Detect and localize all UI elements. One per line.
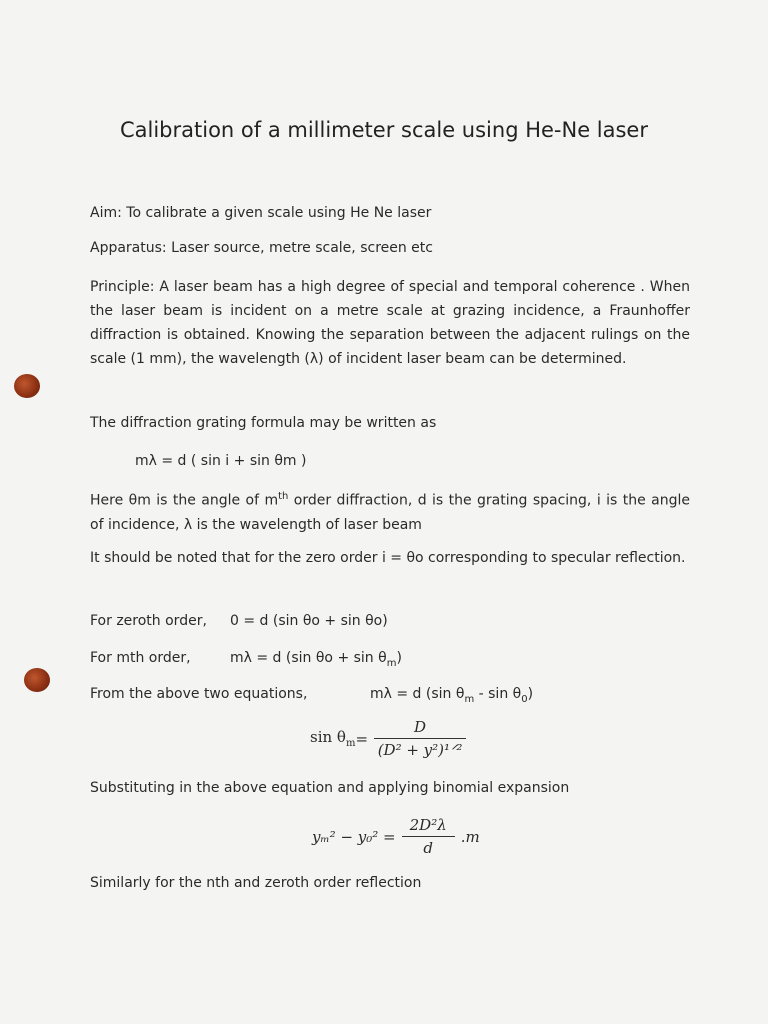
combined-eq-text-b: ) — [527, 686, 534, 702]
principle-paragraph: Principle: A laser beam has a high degree of special and temporal coherence . When the laser beam is incident on a metre scale at grazing incidence, a Fraunhoffer diffraction is obtained. Knowing the separation between the adjacent rulings on the scale (1 mm), the wavelength (λ) of incident laser beam can be determined. — [90, 279, 690, 367]
combined-label: From the above two equations, — [90, 686, 308, 702]
grating-intro: The diffraction grating formula may be written as — [90, 415, 437, 431]
definitions-superscript: th — [278, 491, 289, 502]
ym-tail: .m — [460, 827, 480, 846]
zeroth-order-equation: 0 = d (sin θo + sin θo) — [230, 613, 388, 629]
grating-formula: mλ = d ( sin i + sin θm ) — [135, 453, 307, 469]
ym-denominator: d — [423, 839, 433, 857]
mth-eq-text-a: mλ = d (sin θo + sin θ — [230, 650, 387, 666]
binder-hole — [24, 668, 50, 692]
similarly-line: Similarly for the nth and zeroth order reflection — [90, 875, 422, 891]
definitions-paragraph — [90, 485, 690, 537]
mth-eq-text-b: ) — [396, 650, 402, 666]
definitions-text-b: order diffraction, d is the grating spacing, i is the angle of incidence, λ is the wavelength of laser beam — [90, 492, 690, 533]
mth-order-equation — [230, 650, 402, 669]
mth-eq-subscript: m — [386, 657, 397, 669]
page-title: Calibration of a millimeter scale using He-Ne laser — [119, 118, 648, 142]
combined-eq-subscript-2: 0 — [521, 693, 528, 705]
apparatus-line: Apparatus: Laser source, metre scale, screen etc — [90, 240, 433, 256]
definitions-text-a: Here θm is the angle of m — [90, 492, 279, 509]
mth-order-label: For mth order, — [90, 650, 191, 666]
zeroth-order-label: For zeroth order, — [90, 613, 207, 629]
sin-equals: = — [355, 729, 369, 748]
ym-equation — [312, 816, 480, 857]
sin-lhs-subscript: m — [345, 738, 356, 749]
combined-eq-text-a: mλ = d (sin θ — [370, 686, 465, 702]
sin-fraction — [374, 718, 466, 759]
sin-lhs-text: sin θ — [310, 728, 346, 746]
combined-equation — [370, 686, 533, 705]
sin-lhs — [310, 728, 355, 749]
combined-eq-text-mid: - sin θ — [474, 686, 522, 702]
ym-numerator: 2D²λ — [402, 816, 455, 837]
zero-order-note: It should be noted that for the zero order i = θo corresponding to specular reflection. — [90, 550, 686, 566]
sin-denominator: (D² + y²)¹ᐟ² — [377, 741, 463, 759]
substituting-line: Substituting in the above equation and applying binomial expansion — [90, 780, 570, 796]
ym-lhs: yₘ² − y₀² = — [312, 827, 396, 846]
sin-numerator: D — [374, 718, 466, 739]
combined-eq-subscript-1: m — [464, 693, 475, 705]
sin-theta-equation — [310, 718, 472, 759]
ym-fraction — [402, 816, 455, 857]
binder-hole — [14, 374, 40, 398]
aim-line: Aim: To calibrate a given scale using He Ne laser — [90, 205, 432, 221]
